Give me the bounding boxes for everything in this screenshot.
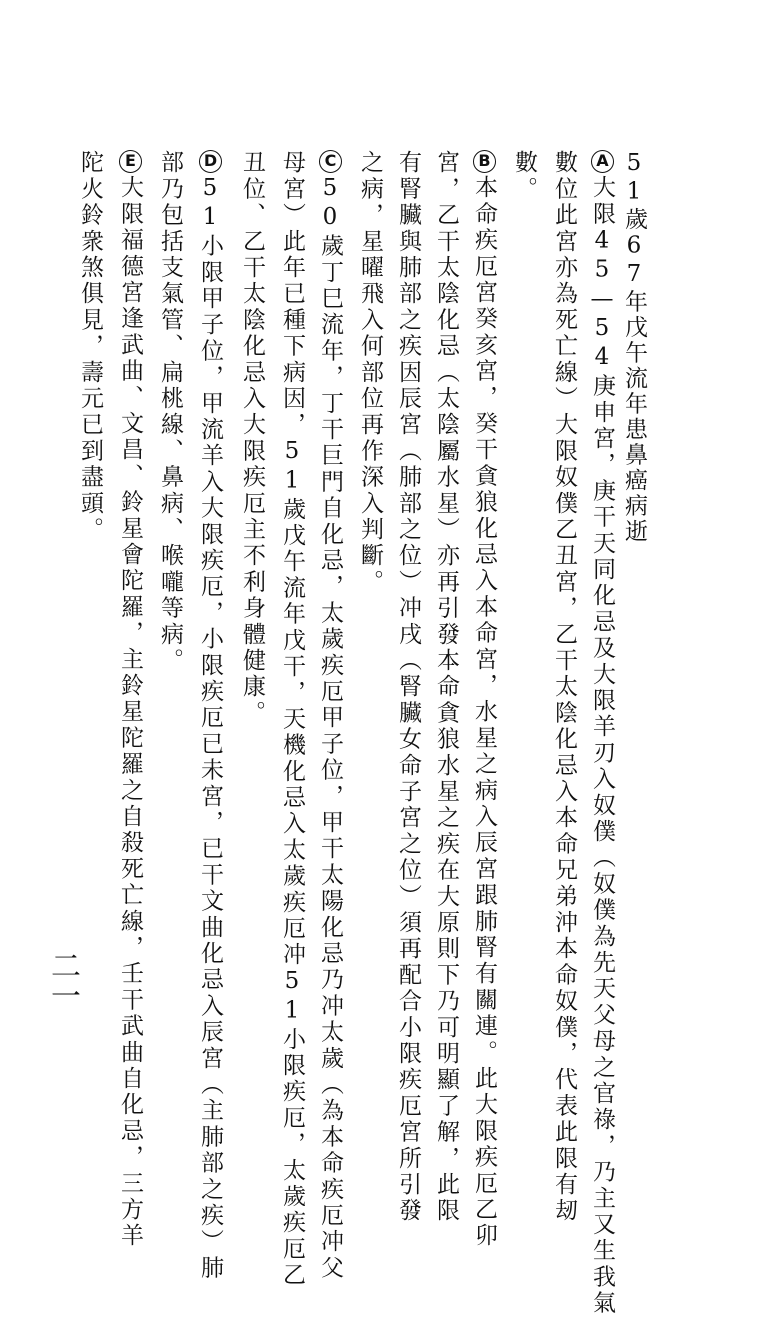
text-column — [117, 150, 143, 1250]
text-column — [279, 150, 305, 1289]
column-text: 之病，星曜飛入何部位再作深入判斷。 — [357, 150, 383, 596]
column-text: 有腎臟與肺部之疾因辰宮（肺部之位）冲戌（腎臟女命子宮之位）須再配合小限疾厄宮所引發 — [395, 150, 421, 1225]
column-text: 大限45—54庚申宮，庚干天同化忌及大限羊刃入奴僕（奴僕為先天父母之官祿，乃主又生我氣 — [589, 175, 615, 1317]
text-column — [433, 150, 459, 1225]
section-badge-e: E — [121, 151, 140, 174]
text-column — [512, 150, 535, 1110]
text-column — [395, 150, 421, 1225]
text-column — [158, 150, 181, 1110]
text-column — [589, 150, 615, 1317]
column-text: 本命疾厄宮癸亥宮，癸干貪狼化忌入本命宮，水星之病入辰宮跟肺腎有關連。此大限疾厄乙卯 — [471, 175, 497, 1250]
column-text: 宮，乙干太陰化忌（太陰屬水星）亦再引發本命貪狼水星之疾在大原則下乃可明顯了解，此限 — [433, 150, 459, 1225]
column-text: 50歲丁巳流年，丁干巨門自化忌，太歲疾厄甲子位，甲干太陽化忌乃冲太歲（為本命疾厄冲父 — [317, 175, 343, 1282]
text-column — [358, 150, 381, 1110]
text-column — [551, 150, 577, 1225]
column-text: 母宮）此年已種下病因，51歲戊午流年戊干，天機化忌入太歲疾厄冲51小限疾厄，太歲疾厄乙 — [279, 150, 305, 1289]
column-text: 丑位、乙干太陰化忌入大限疾厄主不利身體健康。 — [239, 150, 265, 727]
text-column — [471, 150, 497, 1250]
section-badge-b: B — [475, 151, 494, 174]
section-badge-c: C — [321, 151, 340, 174]
column-text: 陀火鈴衆煞俱見，壽元已到盡頭。 — [77, 150, 103, 543]
column-text: 部乃包括支氣管、扁桃線、鼻病、喉嚨等病。 — [157, 150, 183, 674]
text-column — [317, 150, 343, 1282]
page-number: 二一 — [45, 950, 80, 1010]
text-column — [240, 150, 263, 1110]
text-column — [197, 150, 223, 1282]
column-text: 數。 — [511, 150, 537, 203]
column-text: 數位此宮亦為死亡線）大限奴僕乙丑宮，乙干太陰化忌入本命兄弟沖本命奴僕，代表此限有刼 — [551, 150, 577, 1225]
column-text: 大限福德宮逢武曲、文昌、鈴星會陀羅，主鈴星陀羅之自殺死亡線，壬干武曲自化忌，三方羊 — [117, 175, 143, 1250]
column-text: 51小限甲子位，甲流羊入大限疾厄，小限疾厄已未宮，已干文曲化忌入辰宮（主肺部之疾）肺 — [197, 175, 223, 1282]
chapter-title — [622, 150, 645, 1110]
section-badge-a: A — [593, 151, 612, 174]
chapter-title-text: 51歲67年戊午流年患鼻癌病逝 — [621, 150, 647, 545]
section-badge-d: D — [201, 151, 220, 174]
